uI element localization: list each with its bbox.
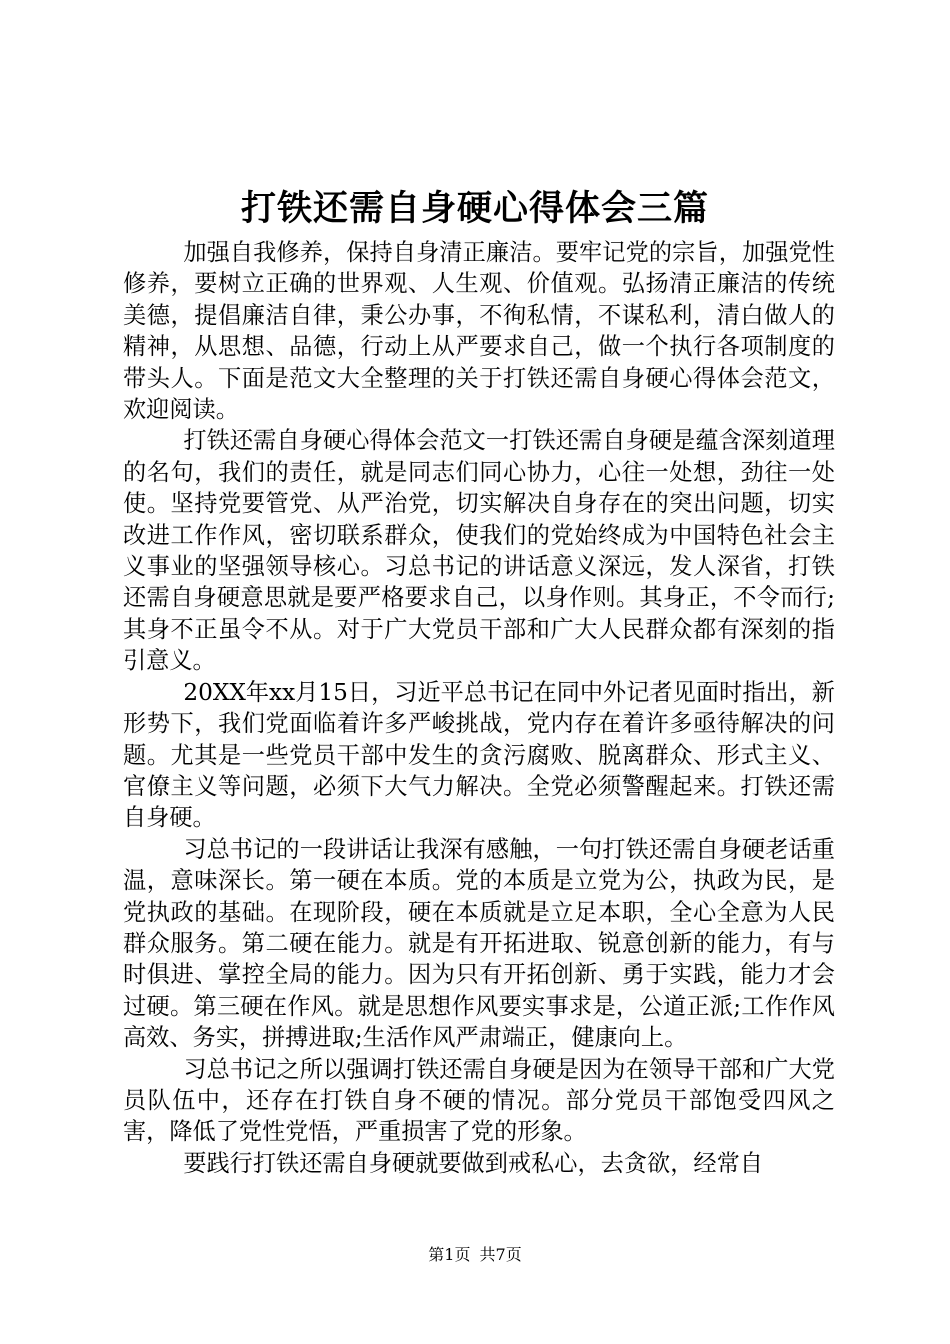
document-title: 打铁还需自身硬心得体会三篇 bbox=[240, 188, 709, 229]
paragraph: 习总书记的一段讲话让我深有感触，一句打铁还需自身硬老话重温，意味深长。第一硬在本质。党的本质是立党为公，执政为民，是党执政的基础。在现阶段，硬在本质就是立足本职，全心全意为人民群众服务。第二硬在能力。就是有开拓进取、锐意创新的能力，有与时俱进、掌控全局的能力。因为只有开拓创新、勇于实践，能力才会过硬。第三硬在作风。就是思想作风要实事求是，公道正派;工作作风高效、务实，拼搏进取;生活作风严肃端正，健康向上。 bbox=[123, 835, 835, 1052]
page-total: 共7页 bbox=[479, 1245, 522, 1264]
page-footer bbox=[0, 1243, 950, 1267]
paragraph: 打铁还需自身硬心得体会范文一打铁还需自身硬是蕴含深刻道理的名句，我们的责任，就是同志们同心协力，心往一处想，劲往一处使。坚持党要管党、从严治党，切实解决自身存在的突出问题，切实改进工作作风，密切联系群众，使我们的党始终成为中国特色社会主义事业的坚强领导核心。习总书记的讲话意义深远，发人深省，打铁还需自身硬意思就是要严格要求自己，以身作则。其身正，不令而行;其身不正虽令不从。对于广大党员干部和广大人民群众都有深刻的指引意义。 bbox=[123, 427, 835, 675]
page-number: 第1页 bbox=[428, 1245, 471, 1264]
document-body bbox=[123, 237, 835, 1179]
paragraph: 习总书记之所以强调打铁还需自身硬是因为在领导干部和广大党员队伍中，还存在打铁自身不硬的情况。部分党员干部饱受四风之害，降低了党性党悟，严重损害了党的形象。 bbox=[123, 1055, 835, 1146]
paragraph: 20XX年xx月15日，习近平总书记在同中外记者见面时指出，新形势下，我们党面临着许多严峻挑战，党内存在着许多亟待解决的问题。尤其是一些党员干部中发生的贪污腐败、脱离群众、形式主义、官僚主义等问题，必须下大气力解决。全党必须警醒起来。打铁还需自身硬。 bbox=[123, 678, 835, 832]
paragraph: 要践行打铁还需自身硬就要做到戒私心，去贪欲，经常自 bbox=[183, 1149, 763, 1177]
paragraph: 加强自我修养，保持自身清正廉洁。要牢记党的宗旨，加强党性修养，要树立正确的世界观、人生观、价值观。弘扬清正廉洁的传统美德，提倡廉洁自律，秉公办事，不徇私情，不谋私利，清白做人的精神，从思想、品德，行动上从严要求自己，做一个执行各项制度的带头人。下面是范文大全整理的关于打铁还需自身硬心得体会范文，欢迎阅读。 bbox=[123, 239, 835, 424]
